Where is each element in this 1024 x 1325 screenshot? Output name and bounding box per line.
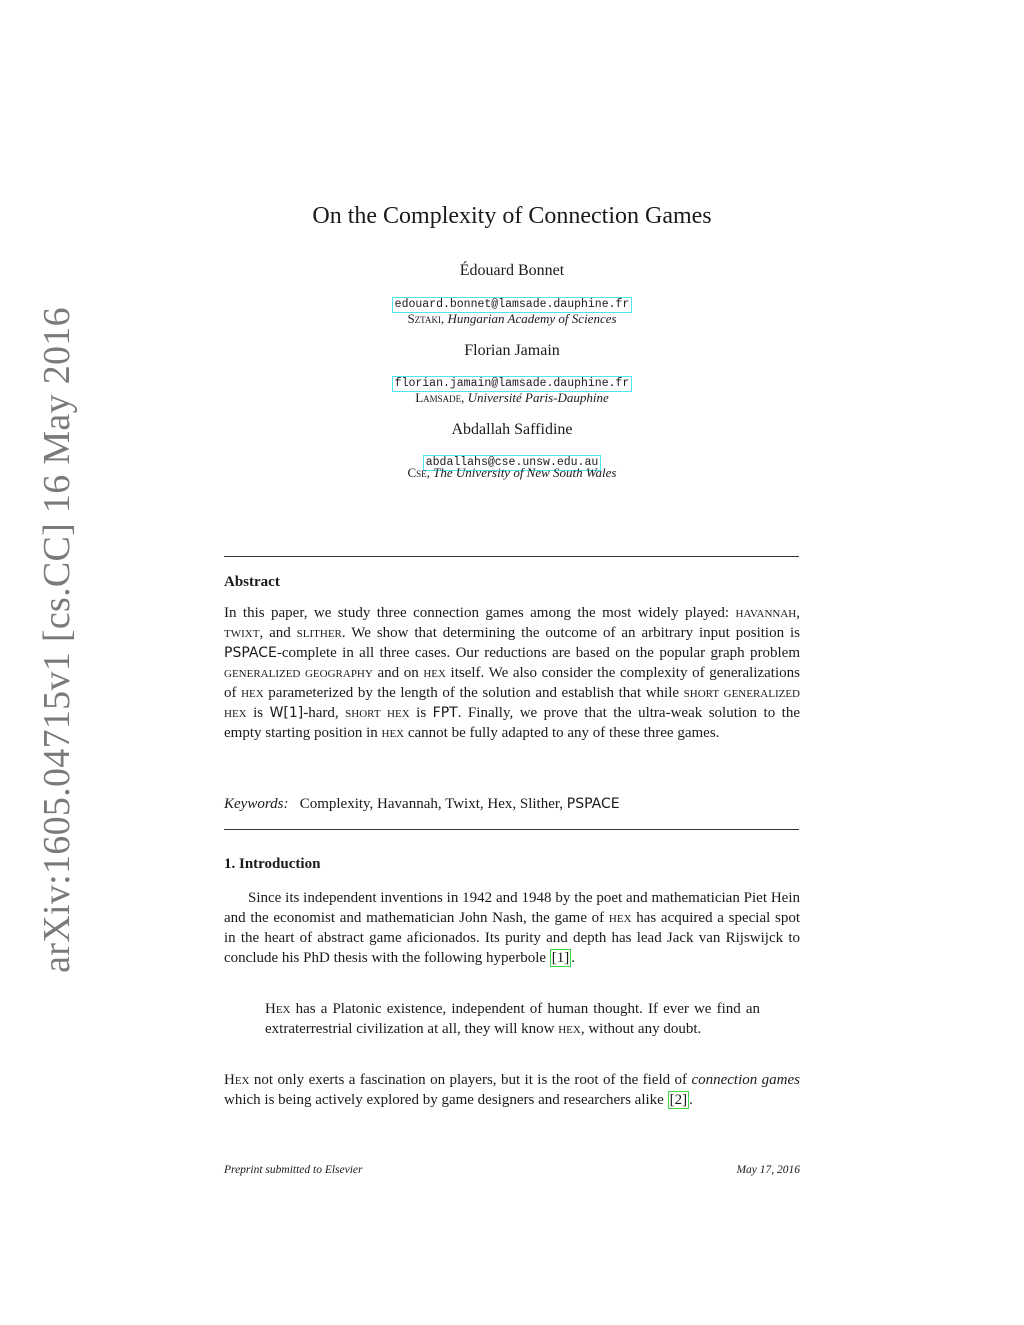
divider: [224, 556, 799, 557]
intro-paragraph: Hex not only exerts a fascination on players, but it is the root of the field of connection games which is being actively explored by game designers and researchers alike [2] .: [224, 1072, 800, 1108]
author-affiliation: Sztaki, Hungarian Academy of Sciences: [407, 311, 617, 326]
author-affiliation: Lamsade, Université Paris-Dauphine: [415, 390, 609, 405]
author-name: Florian Jamain: [464, 342, 560, 359]
author-affiliation: Cse, The University of New South Wales: [407, 465, 617, 480]
author-name: Abdallah Saffidine: [451, 421, 573, 438]
author-email-link[interactable]: abdallahs@cse.unsw.edu.au: [423, 455, 602, 471]
author-email-link[interactable]: florian.jamain@lamsade.dauphine.fr: [392, 376, 633, 392]
divider: [224, 829, 799, 830]
paper-title: On the Complexity of Connection Games: [312, 203, 712, 229]
section-heading: 1. Introduction: [224, 856, 321, 872]
intro-paragraph: Since its independent inventions in 1942 and 1948 by the poet and mathematician Piet Hein and the economist and mathematician John Nash, the game of hex has acquired a special spot in the heart of abstract game aficionados. Its purity and depth has lead Jack van Rijswijck to conclude his PhD thesis with the following hyperbole [1] .: [224, 890, 800, 966]
author-name: Édouard Bonnet: [459, 262, 565, 279]
block-quote: Hex has a Platonic existence, independent of human thought. If ever we find an extraterrestrial civilization at all, they will know hex, without any doubt.: [265, 1001, 760, 1037]
footer-preprint-note: Preprint submitted to Elsevier: [224, 1164, 363, 1176]
footer-date: May 17, 2016: [736, 1164, 800, 1176]
abstract-heading: Abstract: [224, 574, 280, 590]
keywords: Keywords: Complexity, Havannah, Twixt, Hex, Slither, PSPACE: [224, 796, 620, 812]
citation-link[interactable]: [1]: [551, 950, 570, 966]
arxiv-identifier: arXiv:1605.04715v1 [cs.CC] 16 May 2016: [36, 307, 78, 973]
abstract-body: In this paper, we study three connection games among the most widely played: havannah, twixt, and slither. We show that determining the outcome of an arbitrary input position is PSPACE-complete in all three cases. Our reductions are based on the popular graph problem generalized geography and on hex itself. We also consider the complexity of generalizations of hex parameterized by the length of the solution and establish that while short generalized hex is W[1]-hard, short hex is FPT. Finally, we prove that the ultra-weak solution to the empty starting position in hex cannot be fully adapted to any of these three games.: [224, 605, 801, 741]
author-email-link[interactable]: edouard.bonnet@lamsade.dauphine.fr: [392, 297, 633, 313]
citation-link[interactable]: [2]: [669, 1092, 688, 1108]
